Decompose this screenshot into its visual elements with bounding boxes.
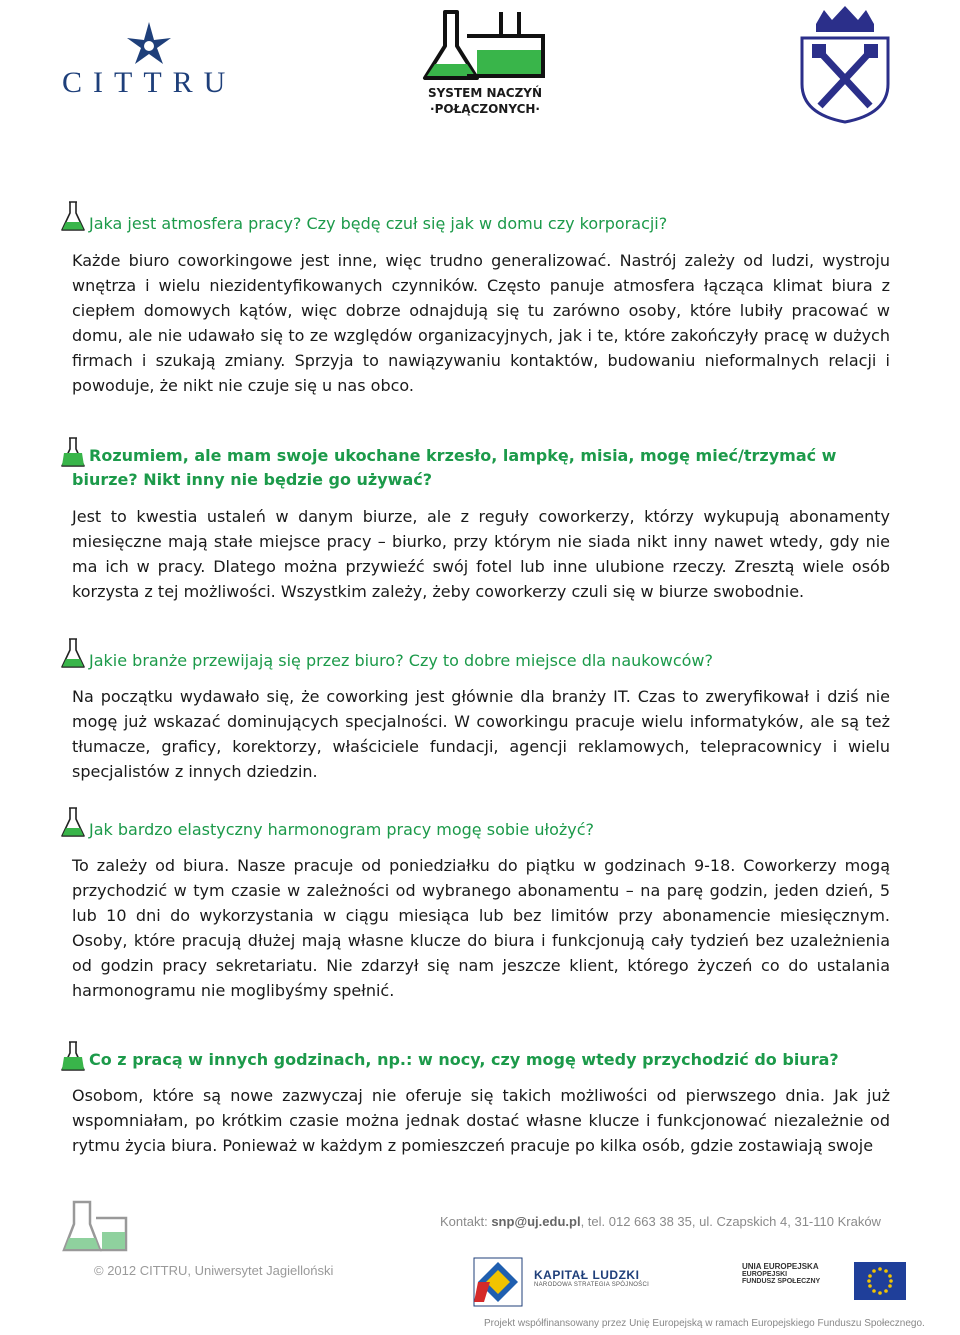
eu-line2: EUROPEJSKI — [742, 1271, 788, 1278]
kapital-ludzki-logo — [534, 1268, 649, 1288]
cittru-logo — [62, 18, 242, 98]
contact-label: Kontakt: — [440, 1214, 488, 1229]
flask-logo-icon — [415, 6, 555, 86]
flask-bullet-icon — [60, 436, 86, 470]
question-3 — [72, 649, 890, 673]
answer-5: Osobom, które są nowe zazwyczaj nie oferuje się takich możliwości od pierwszego dnia. Jak już wspomniałam, po krótkim czasie można jednak dostać własne klucze i funkcjonować niezależnie od rytmu życia biura. Ponieważ w każdym z pomieszczeń pracuje po kilka osób, gdzie zostawiają swoje — [72, 1086, 890, 1155]
answer-2: Jest to kwestia ustaleń w danym biurze, ale z reguły coworkerzy, którzy wykupują abonamenty miesięczne mają stałe miejsce pracy – biurko, przy którym nie siada nikt inny nawet wtedy, gdy nie ma ich w pracy. Dlatego można przywieźć swój fotel lub inne ulubione rzeczy. Zresztą wiele osób korzysta z tej możliwości. Wszystkim zależy, żeby coworkerzy czuli się w biurze swobodnie. — [72, 507, 890, 601]
question-2-text: Rozumiem, ale mam swoje ukochane krzesło, lampkę, misia, mogę mieć/trzymać w biurze? Nikt inny nie będzie go używać? — [72, 446, 837, 489]
question-1 — [72, 212, 890, 236]
question-3-text: Jakie branże przewijają się przez biuro? Czy to dobre miejsce dla naukowców? — [89, 651, 713, 670]
contact-details: , tel. 012 663 38 35, ul. Czapskich 4, 31-110 Kraków — [580, 1214, 881, 1229]
eu-fund-logo — [742, 1262, 820, 1285]
question-2 — [72, 444, 890, 492]
question-5-text: Co z pracą w innych godzinach, np.: w nocy, czy mogę wtedy przychodzić do biura? — [89, 1050, 839, 1069]
answer-1: Każde biuro coworkingowe jest inne, więc trudno generalizować. Nastrój zależy od ludzi, wystroju wnętrza i wielu niezidentyfikowanych czynników. Często panuje atmosfera łącząca klimat biura z ciepłem domowych kątów, więc dobrze odnajdują się tu zarówno osoby, które lubiły pracować w domu, ale nie udawało się to ze względów organizacyjnych, jak i te, które zakończyły pracę w dużych firmach i szukają zmiany. Sprzyja to nawiązywaniu kontaktów, budowaniu nieformalnych relacji i powoduje, że nikt nie czuje się u nas obco. — [72, 251, 890, 395]
eu-flag-icon — [854, 1262, 906, 1300]
cittru-logo-text: CITTRU — [62, 66, 237, 99]
question-4 — [72, 818, 890, 842]
flask-bullet-icon — [60, 200, 86, 234]
answer-3: Na początku wydawało się, że coworking jest głównie dla branży IT. Czas to zweryfikował i dziś nie mogę już wskazać dominujących specjalności. W coworkingu pracuje wielu informatyków, ale są też tłumacze, graficy, korektorzy, właściciele fundacji, agencji reklamowych, telepracownicy i wielu specjalistów z innych dziedzin. — [72, 687, 890, 781]
flask-bullet-icon — [60, 1040, 86, 1074]
flask-logo-line2: ·POŁĄCZONYCH· — [430, 102, 540, 116]
footer-contact — [440, 1214, 881, 1229]
flask-bullet-icon — [60, 806, 86, 840]
footer-flask-logo-icon — [60, 1198, 130, 1258]
system-naczyn-logo — [415, 6, 555, 116]
flask-bullet-icon — [60, 637, 86, 671]
footer-eu-logos — [470, 1254, 910, 1314]
footer-project-note: Projekt współfinansowany przez Unię Europejską w ramach Europejskiego Funduszu Społecznego. — [484, 1318, 925, 1329]
question-5 — [72, 1048, 890, 1072]
kapital-ludzki-emblem-icon — [470, 1254, 526, 1310]
flask-logo-line1: SYSTEM NACZYŃ — [427, 86, 543, 100]
eu-line3: FUNDUSZ SPOŁECZNY — [742, 1278, 821, 1285]
answer-4: To zależy od biura. Nasze pracuje od poniedziałku do piątku w godzinach 9-18. Coworkerzy mogą przychodzić w tym czasie w zależności od wybranego abonamentu – na parę godzin, jeden dzień, 5 lub 10 dni do wykorzystania w ciągu miesiąca lub bez limitów przy abonamencie miesięcznym. Osoby, które pracują dłużej mają własne klucze do biura i funkcjonują cały tydzień bez uzależnienia od godzin pracy sekretariatu. Nie zdarzył się nam jeszcze klient, którego życzeń co do ustalania harmonogramu nie moglibyśmy spełnić. — [72, 856, 890, 1000]
crest-icon — [790, 4, 900, 124]
university-crest-logo — [790, 4, 900, 124]
kapital-ludzki-subtitle: NARODOWA STRATEGIA SPÓJNOŚCI — [534, 1282, 650, 1288]
question-1-text: Jaka jest atmosfera pracy? Czy będę czuł się jak w domu czy korporacji? — [89, 214, 668, 233]
question-4-text: Jak bardzo elastyczny harmonogram pracy mogę sobie ułożyć? — [89, 820, 595, 839]
cittru-star-icon — [62, 18, 242, 68]
contact-email-link[interactable]: snp@uj.edu.pl — [491, 1214, 581, 1229]
footer-copyright: © 2012 CITTRU, Uniwersytet Jagielloński — [94, 1263, 334, 1278]
eu-line1: UNIA EUROPEJSKA — [742, 1262, 819, 1271]
kapital-ludzki-title: KAPITAŁ LUDZKI — [534, 1268, 640, 1282]
